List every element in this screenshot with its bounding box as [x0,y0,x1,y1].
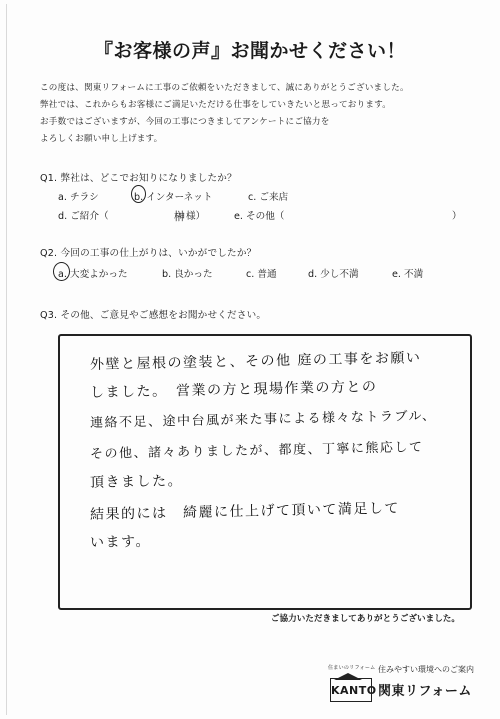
answer-line: その他、諸々ありましたが、都度、丁寧に熊応して [89,440,424,462]
logo-small-text: 住まいのリフォーム [328,665,376,671]
q2-option-b[interactable]: b. 良かった [162,269,213,280]
survey-title: 『お客様の声』お聞かせください！ [93,40,406,62]
intro-line: お手数ではございますが、今回の工事につきましてアンケートにご協力を [40,117,330,127]
intro-line: この度は、関東リフォームに工事のご依頼をいただきまして、誠にありがとうございました。 [40,83,409,93]
q2-option-c[interactable]: c. 普通 [246,269,277,280]
question-2: Q2. 今回の工事の仕上がりは、いかがでしたか？ [40,248,257,259]
q1-option-e-close: ） [452,211,462,222]
q2-option-e[interactable]: e. 不満 [392,269,424,280]
company-name: 関東リフォーム [378,684,472,699]
answer-line: 頂きました。 [89,473,184,491]
logo-mark: KANTO [331,684,377,697]
q2-option-a[interactable]: a. 大変よかった [58,269,128,280]
question-3: Q3. その他、ご意見やご感想をお聞かせください。 [40,310,267,321]
company-logo [330,678,377,702]
q1-option-d-close: 様） [186,211,206,222]
answer-line: 連絡不足、途中台風が来た事による様々なトラブル、 [89,408,437,431]
q2-option-d[interactable]: d. 少し不満 [308,269,359,280]
q1-option-a[interactable]: a. チラシ [58,192,99,203]
q1-referral-name: 榊 [174,210,185,223]
q1-option-c[interactable]: c. ご来店 [248,192,289,203]
intro-line: よろしくお願い申し上げます。 [40,134,163,144]
q1-selected-circle [131,185,146,203]
thanks-message: ご協力いただきましてありがとうございました。 [270,614,460,624]
company-tagline: 住みやすい環境へのご案内 [378,665,474,674]
q1-option-e[interactable]: e. その他（ [234,211,285,222]
q1-option-b[interactable]: b. インターネット [134,192,213,203]
answer-line: います。 [89,533,152,551]
q1-option-d[interactable]: d. ご紹介（ [58,211,109,222]
intro-text [40,80,470,148]
roof-icon [334,673,362,680]
q2-selected-circle [53,262,70,281]
answer-line: 外壁と屋根の塗装と、その他 庭の工事をお願い [89,350,422,373]
answer-line: しました。 営業の方と現場作業の方との [89,378,378,401]
intro-line: 弊社では、これからもお客様にご満足いただける仕事をしていきたいと思っております。 [40,100,392,110]
answer-line: 結果的には 綺麗に仕上げて頂いて満足して [89,500,401,523]
question-1: Q1. 弊社は、どこでお知りになりましたか？ [40,173,237,184]
